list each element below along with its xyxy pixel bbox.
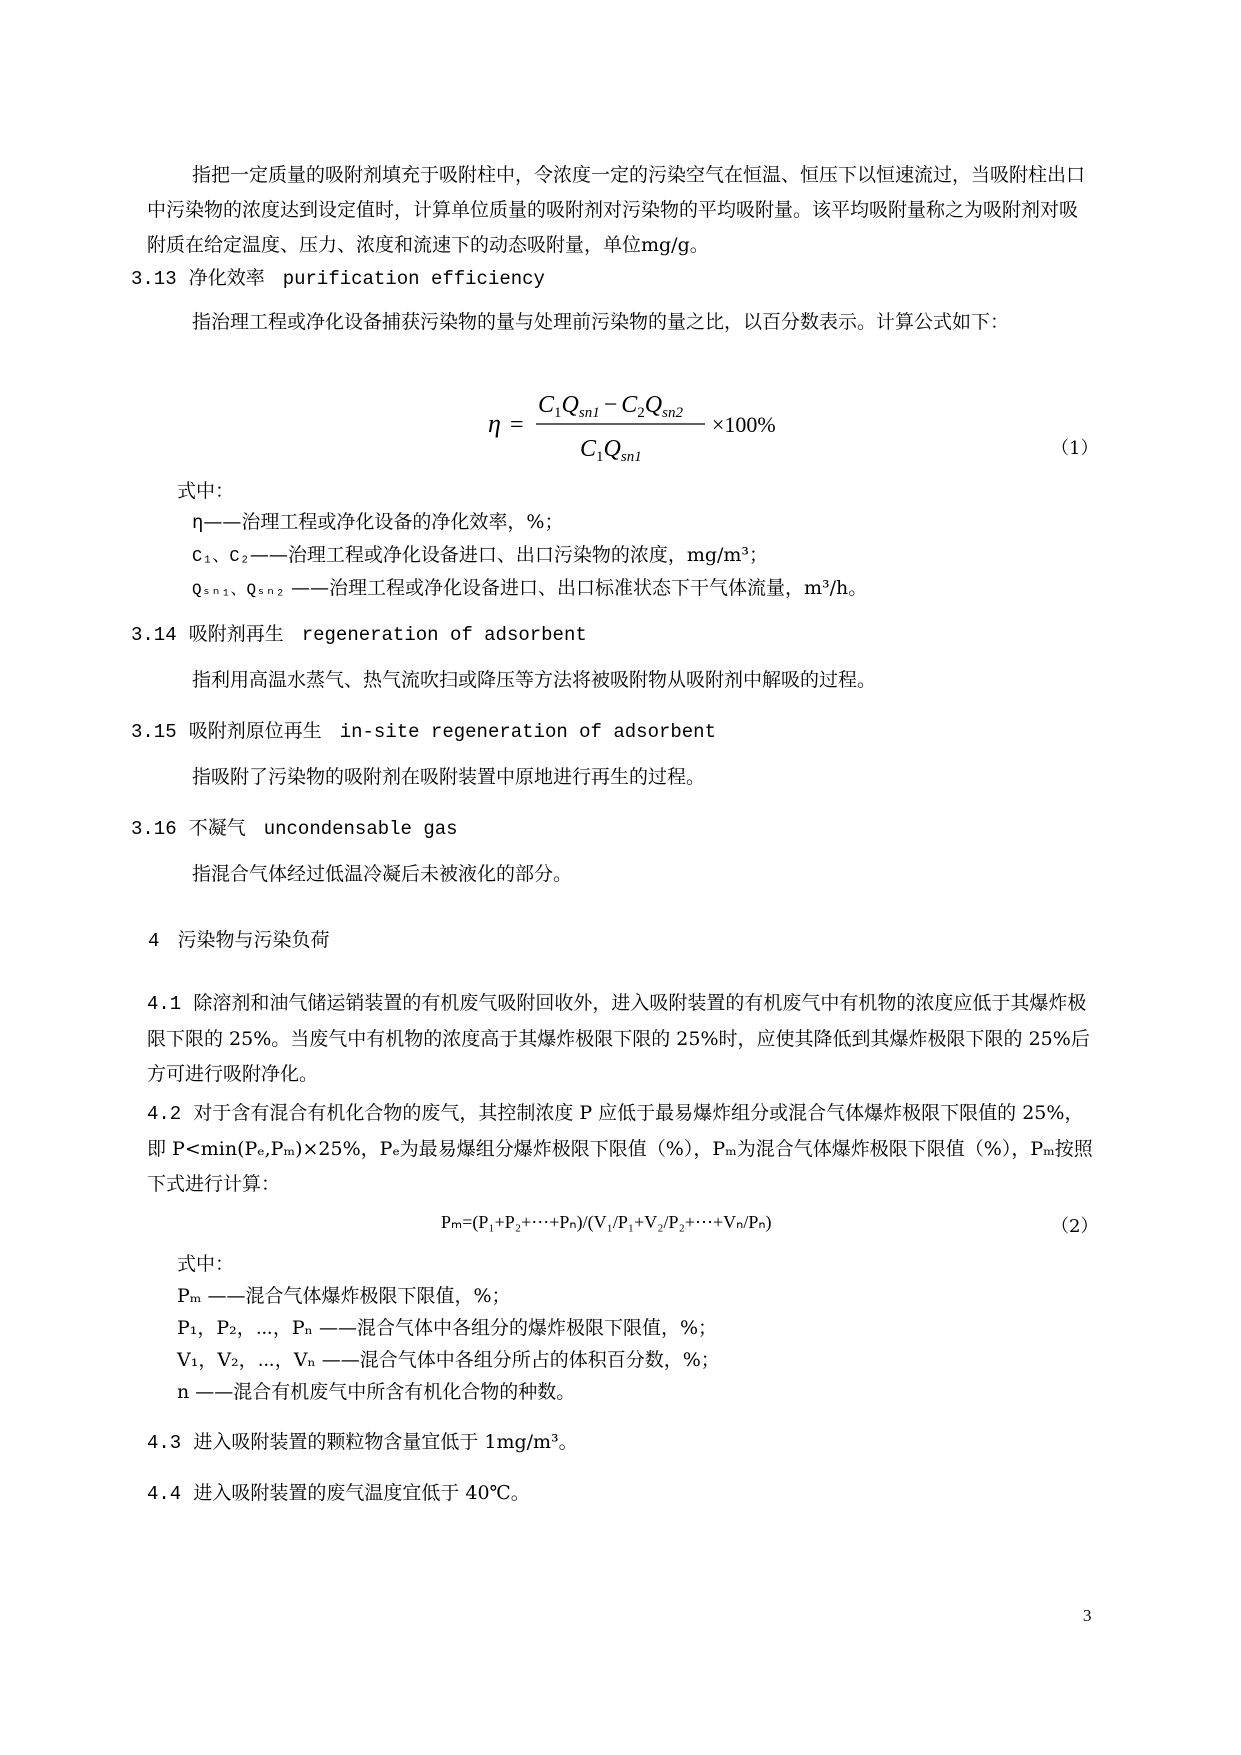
clause-4-3	[147, 1427, 578, 1454]
formula-eta: η	[488, 409, 501, 438]
section-title-en: in-site regeneration of adsorbent	[339, 721, 716, 743]
clause-4-1	[147, 986, 1095, 1092]
definition-v-components: V₁，V₂，⋯，Vₙ ——混合气体中各组分所占的体积百分数，%；	[177, 1349, 720, 1371]
formula-numerator: $C_1Q_{sn1} - C_2Q_{sn2}$	[538, 392, 683, 421]
clause-4-2	[147, 1096, 1095, 1202]
clause-text: 进入吸附装置的颗粒物含量宜低于 1mg/m³。	[193, 1431, 578, 1453]
section-number: 3.16	[131, 818, 177, 840]
clause-4-4	[147, 1478, 530, 1505]
paragraph-3-13: 指治理工程或净化设备捕获污染物的量与处理前污染物的量之比，以百分数表示。计算公式如下：	[192, 311, 1010, 333]
section-title-cn: 不凝气	[188, 817, 246, 839]
clause-number: 4.2	[147, 1103, 182, 1125]
formula-equals: =	[510, 412, 524, 438]
definition-p-components: P₁，P₂，⋯，Pₙ ——混合气体中各组分的爆炸极限下限值，%；	[177, 1317, 718, 1339]
clause-number: 4.4	[147, 1483, 182, 1505]
section-title-en: uncondensable gas	[263, 818, 458, 840]
section-heading-3-15	[131, 716, 716, 743]
formula-denominator: $C_1Q_{sn1}$	[580, 436, 642, 465]
section-title-en: regeneration of adsorbent	[301, 624, 587, 646]
definition-qsn: Qₛₙ₁、Qₛₙ₂ ——治理工程或净化设备进口、出口标准状态下干气体流量，m³/h。	[192, 577, 868, 599]
clause-text: 对于含有混合有机化合物的废气，其控制浓度 P 应低于最易爆炸组分或混合气体爆炸极限下限值的 25%，即 P<min(Pₑ,Pₘ)×25%，Pₑ为最易爆组分爆炸极限下限值（%），Pₘ为混合气体爆炸极限下限值（%），Pₘ按照下式进行计算：	[147, 1102, 1093, 1195]
chapter-heading-4	[148, 925, 330, 952]
formula-2: Pₘ=(P₁+P₂+⋯+Pₙ)/(V₁/P₁+V₂/P₂+⋯+Vₙ/Pₙ)	[441, 1212, 772, 1232]
paragraph-3-15: 指吸附了污染物的吸附剂在吸附装置中原地进行再生的过程。	[192, 766, 706, 788]
chapter-number: 4	[148, 930, 160, 952]
clause-text: 进入吸附装置的废气温度宜低于 40℃。	[193, 1482, 530, 1504]
where-label-1: 式中：	[177, 480, 235, 502]
section-heading-3-14	[131, 619, 587, 646]
definition-n: n ——混合有机废气中所含有机化合物的种数。	[177, 1381, 576, 1403]
paragraph-3-16: 指混合气体经过低温冷凝后未被液化的部分。	[192, 863, 573, 885]
equation-number-2: （2）	[1051, 1216, 1099, 1237]
section-title-cn: 净化效率	[188, 267, 265, 289]
section-number: 3.15	[131, 721, 177, 743]
section-number: 3.14	[131, 624, 177, 646]
where-label-2: 式中：	[177, 1253, 235, 1275]
definition-eta: η——治理工程或净化设备的净化效率，%；	[192, 511, 564, 534]
formula-times-100: ×100%	[712, 412, 776, 437]
clause-number: 4.3	[147, 1432, 182, 1454]
page-number: 3	[1083, 1606, 1092, 1625]
clause-text: 除溶剂和油气储运销装置的有机废气吸附回收外，进入吸附装置的有机废气中有机物的浓度应低于其爆炸极限下限的 25%。当废气中有机物的浓度高于其爆炸极限下限的 25%时，应使其降低到其爆炸极限下限的 25%后方可进行吸附净化。	[147, 992, 1090, 1085]
section-title-en: purification efficiency	[282, 268, 545, 290]
section-number: 3.13	[131, 268, 177, 290]
section-title-cn: 吸附剂再生	[188, 623, 284, 645]
formula-1	[480, 380, 780, 480]
clause-number: 4.1	[147, 993, 182, 1015]
definition-c1-c2: C₁、C₂——治理工程或净化设备进口、出口污染物的浓度，mg/m³；	[192, 544, 769, 567]
paragraph-3-14: 指利用高温水蒸气、热气流吹扫或降压等方法将被吸附物从吸附剂中解吸的过程。	[192, 669, 877, 691]
definition-pm: Pₘ ——混合气体爆炸极限下限值，%；	[177, 1285, 511, 1307]
section-heading-3-13	[131, 263, 545, 290]
equation-number-1: （1）	[1051, 438, 1099, 459]
section-title-cn: 吸附剂原位再生	[188, 720, 322, 742]
chapter-title: 污染物与污染负荷	[177, 929, 330, 951]
section-heading-3-16	[131, 813, 458, 840]
paragraph-dynamic-adsorption: 指把一定质量的吸附剂填充于吸附柱中，令浓度一定的污染空气在恒温、恒压下以恒速流过，当吸附柱出口中污染物的浓度达到设定值时，计算单位质量的吸附剂对污染物的平均吸附量。该平均吸附量称之为吸附剂对吸附质在给定温度、压力、浓度和流速下的动态吸附量，单位mg/g。	[147, 164, 1086, 256]
